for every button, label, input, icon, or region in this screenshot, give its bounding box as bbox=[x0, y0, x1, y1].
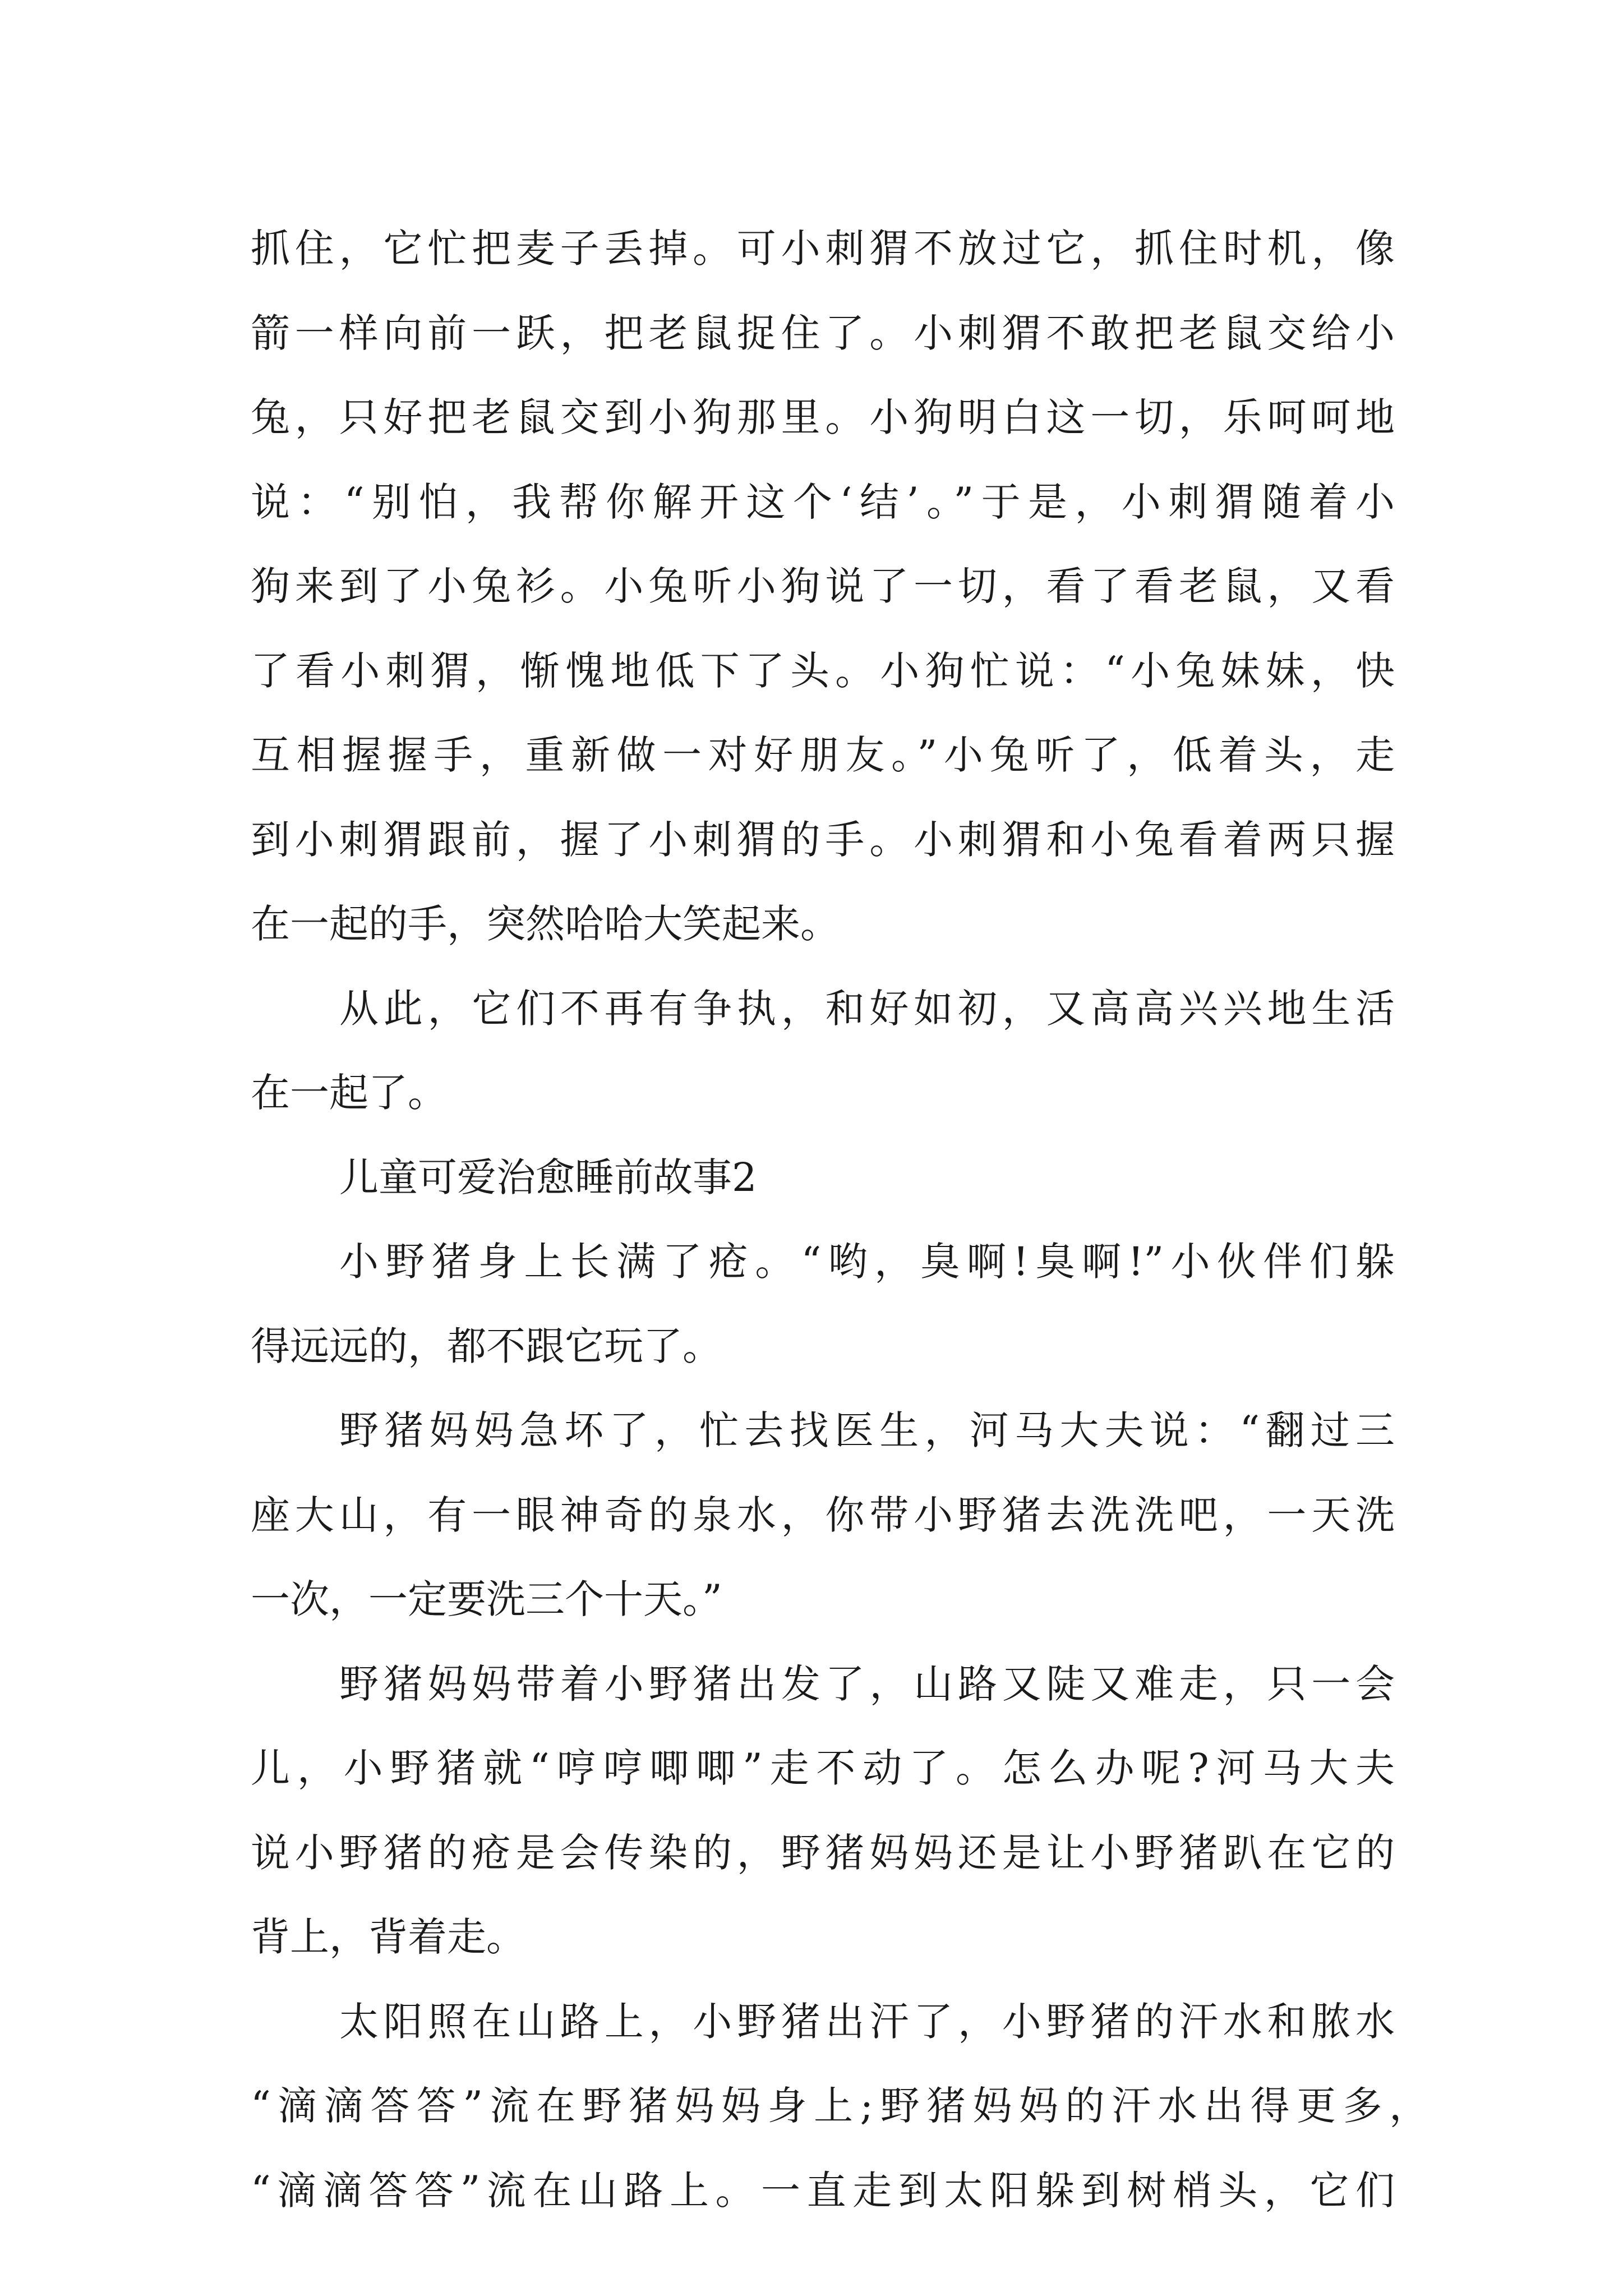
section-heading: 儿童可爱治愈睡前故事2 bbox=[339, 1154, 757, 1200]
text-line: 抓住，它忙把麦子丢掉。可小刺猬不放过它，抓住时机，像 bbox=[251, 226, 1395, 272]
text-line: 得远远的，都不跟它玩了。 bbox=[251, 1323, 722, 1369]
paragraph-first-line: 野猪妈妈带着小野猪出发了，山路又陡又难走，只一会 bbox=[339, 1660, 1395, 1707]
text-line: 了看小刺猬，惭愧地低下了头。小狗忙说：“小兔妹妹，快 bbox=[251, 647, 1395, 694]
text-line: 一次，一定要洗三个十天。” bbox=[251, 1576, 722, 1622]
text-line: 互相握握手，重新做一对好朋友。”小兔听了，低着头，走 bbox=[251, 732, 1395, 778]
story-text bbox=[251, 206, 1428, 2233]
text-line: 在一起了。 bbox=[251, 1070, 447, 1116]
text-line: 说：“别怕，我帮你解开这个‘结’。”于是，小刺猬随着小 bbox=[251, 478, 1395, 525]
text-line: 箭一样向前一跃，把老鼠捉住了。小刺猬不敢把老鼠交给小 bbox=[251, 310, 1395, 356]
paragraph-first-line: 太阳照在山路上，小野猪出汗了，小野猪的汗水和脓水 bbox=[339, 1998, 1395, 2045]
text-line: “滴滴答答”流在山路上。一直走到太阳躲到树梢头，它们 bbox=[251, 2167, 1395, 2214]
text-line: 儿，小野猪就“哼哼唧唧”走不动了。怎么办呢?河马大夫 bbox=[251, 1745, 1395, 1791]
text-line: 兔，只好把老鼠交到小狗那里。小狗明白这一切，乐呵呵地 bbox=[251, 394, 1395, 440]
paragraph-first-line: 小野猪身上长满了疮。“哟，臭啊!臭啊!”小伙伴们躲 bbox=[339, 1239, 1395, 1285]
paragraph-first-line: 野猪妈妈急坏了，忙去找医生，河马大夫说：“翻过三 bbox=[339, 1407, 1395, 1453]
text-line: 到小刺猬跟前，握了小刺猬的手。小刺猬和小兔看着两只握 bbox=[251, 816, 1395, 863]
text-line: 背上，背着走。 bbox=[251, 1914, 525, 1960]
text-line: 座大山，有一眼神奇的泉水，你带小野猪去洗洗吧，一天洗 bbox=[251, 1492, 1395, 1538]
text-line: 在一起的手，突然哈哈大笑起来。 bbox=[251, 901, 840, 947]
text-line: “滴滴答答”流在野猪妈妈身上;野猪妈妈的汗水出得更多， bbox=[251, 2083, 1428, 2129]
paragraph-first-line: 从此，它们不再有争执，和好如初，又高高兴兴地生活 bbox=[339, 985, 1395, 1032]
text-line: 说小野猪的疮是会传染的，野猪妈妈还是让小野猪趴在它的 bbox=[251, 1829, 1395, 1876]
text-line: 狗来到了小兔衫。小兔听小狗说了一切，看了看老鼠，又看 bbox=[251, 563, 1395, 609]
